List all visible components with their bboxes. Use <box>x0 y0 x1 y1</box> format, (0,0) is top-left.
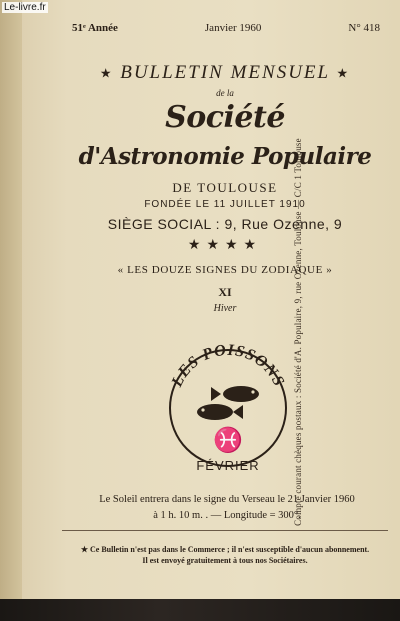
emblem-top-text: LES POISSONS <box>168 341 288 390</box>
pisces-glyph-icon: ♓ <box>213 428 243 454</box>
left-binding-strip <box>0 0 22 621</box>
vertical-postal-account-text: Compte courant chèques postaux : Société d'A. Populaire, 9, rue Ozenne, Toulouse — C/C 1 Toulouse <box>293 138 303 526</box>
svg-text:LES POISSONS <box>168 342 287 391</box>
sun-entry-notice <box>68 492 386 524</box>
series-title: « LES DOUZE SIGNES DU ZODIAQUE » <box>117 264 333 276</box>
emblem-bottom-text: FÉVRIER <box>196 458 260 473</box>
issue-year: 51ᵉ Année <box>72 22 118 34</box>
star-icon: ★ <box>99 65 114 81</box>
founded-text: FONDÉE LE 11 JUILLET 1910 <box>144 199 306 210</box>
four-stars-divider: ★★★★ <box>187 238 263 253</box>
distribution-note <box>62 544 388 566</box>
sun-entry-line-1: Le Soleil entrera dans le signe du Verseau le 21 Janvier 1960 <box>99 494 355 505</box>
note-line-1: ★ Ce Bulletin n'est pas dans le Commerce ; il n'est susceptible d'aucun abonnement. <box>80 545 370 554</box>
pisces-emblem <box>163 336 293 476</box>
association-heading: d'Astronomie Populaire <box>78 143 372 170</box>
sun-entry-line-2: à 1 h. 10 m. . — Longitude = 300°. <box>153 510 301 521</box>
de-la-text: de la <box>216 88 234 98</box>
bulletin-title <box>60 62 390 84</box>
bulletin-title-text: BULLETIN MENSUEL <box>120 62 330 83</box>
series-number: XI <box>218 285 232 299</box>
divider-rule <box>62 530 388 531</box>
issue-number: N° 418 <box>348 22 380 34</box>
season-label: Hiver <box>213 303 237 314</box>
issue-date: Janvier 1960 <box>204 22 262 34</box>
societe-heading: Société <box>165 100 285 135</box>
issue-header <box>72 22 380 34</box>
watermark-label: Le-livre.fr <box>4 2 46 13</box>
note-line-2: Il est envoyé gratuitement à tous nos Sociétaires. <box>142 556 308 565</box>
fish-icon <box>197 386 259 420</box>
seat-address-text: SIÈGE SOCIAL : 9, Rue Ozenne, 9 <box>107 216 343 232</box>
city-text: DE TOULOUSE <box>172 180 278 195</box>
star-icon: ★ <box>336 65 351 81</box>
bottom-dark-band <box>0 599 400 621</box>
